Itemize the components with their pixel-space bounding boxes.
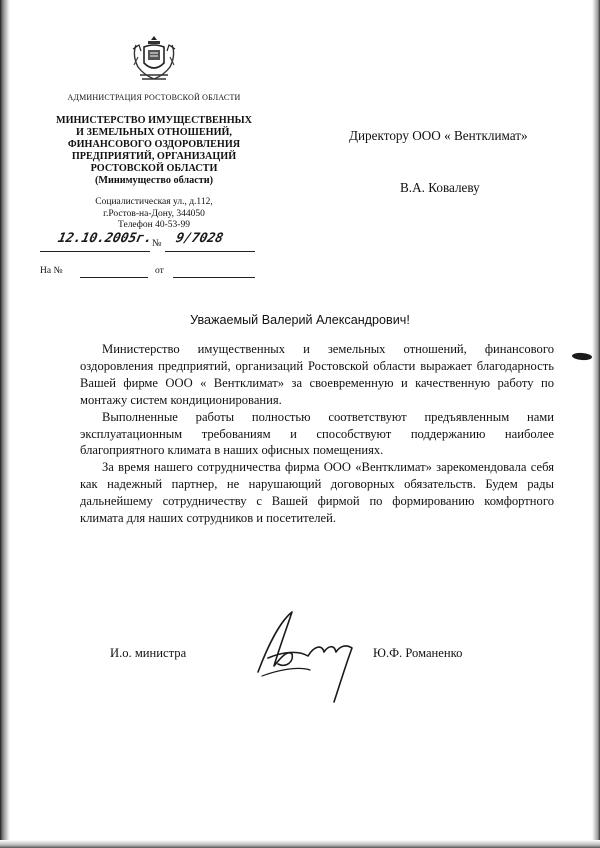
ministry-line: И ЗЕМЕЛЬНЫХ ОТНОШЕНИЙ, [76, 127, 232, 138]
scan-edge-right [592, 0, 600, 848]
signatory-title: И.о. министра [110, 646, 187, 660]
signatory-name: Ю.Ф. Романенко [373, 646, 463, 660]
outgoing-date-handwritten: 12.10.2005г. [56, 231, 154, 246]
coat-of-arms-icon [128, 33, 180, 85]
outgoing-number-sign: № [152, 238, 162, 249]
address-city: г.Ростов-на-Дону, 344050 [103, 208, 205, 219]
ink-blot [572, 352, 592, 360]
body-paragraph: Выполненные работы полностью соответствуют предъявленным нами эксплуатационным требованиям и способствуют поддержанию наиболее благоприятного климата в наших офисных помещениях. [80, 409, 554, 458]
recipient-position: Директору ООО « Вентклимат» [349, 128, 528, 143]
address-street: Социалистическая ул., д.112, [95, 197, 213, 207]
in-reply-number-line [80, 277, 148, 278]
handwritten-signature-icon [248, 600, 363, 710]
salutation: Уважаемый Валерий Александрович! [190, 313, 410, 327]
ministry-line: РОСТОВСКОЙ ОБЛАСТИ [90, 163, 218, 174]
ministry-short-name: (Минимущество области) [94, 175, 214, 186]
ministry-line: ФИНАНСОВОГО ОЗДОРОВЛЕНИЯ [67, 139, 241, 150]
outgoing-date-line [40, 251, 150, 252]
ministry-name [40, 115, 268, 187]
recipient-name: В.А. Ковалеву [400, 180, 480, 195]
administration-title: АДМИНИСТРАЦИЯ РОСТОВСКОЙ ОБЛАСТИ [67, 93, 241, 102]
ministry-address [40, 197, 268, 232]
scan-edge-bottom [0, 840, 600, 848]
in-reply-label: На № [40, 266, 63, 276]
in-reply-date-line [173, 277, 255, 278]
body-paragraph: За время нашего сотрудничества фирма ООО «Вентклимат» зарекомендовала себя как надежный партнер, не нарушающий договорных обязательств. Будем рады дальнейшему сотрудничеству с Вашей фирмой по формированию комфортного климата для наших сотрудников и посетителей. [80, 460, 554, 526]
ministry-line: МИНИСТЕРСТВО ИМУЩЕСТВЕННЫХ [55, 115, 253, 126]
address-phone: Телефон 40-53-99 [118, 220, 190, 230]
body-paragraph: Министерство имущественных и земельных отношений, финансового оздоровления предприятий, организаций Ростовской области выражает благодарность Вашей фирме ООО « Вентклимат» за своевременную и качественную работу по монтажу систем кондиционирования. [80, 342, 554, 407]
outgoing-number-handwritten: 9/7028 [174, 231, 225, 246]
ministry-line: ПРЕДПРИЯТИЙ, ОРГАНИЗАЦИЙ [71, 151, 237, 162]
letter-body [80, 341, 554, 527]
scan-edge-left [0, 0, 10, 848]
outgoing-number-line [165, 251, 255, 252]
in-reply-from-label: от [155, 266, 164, 276]
